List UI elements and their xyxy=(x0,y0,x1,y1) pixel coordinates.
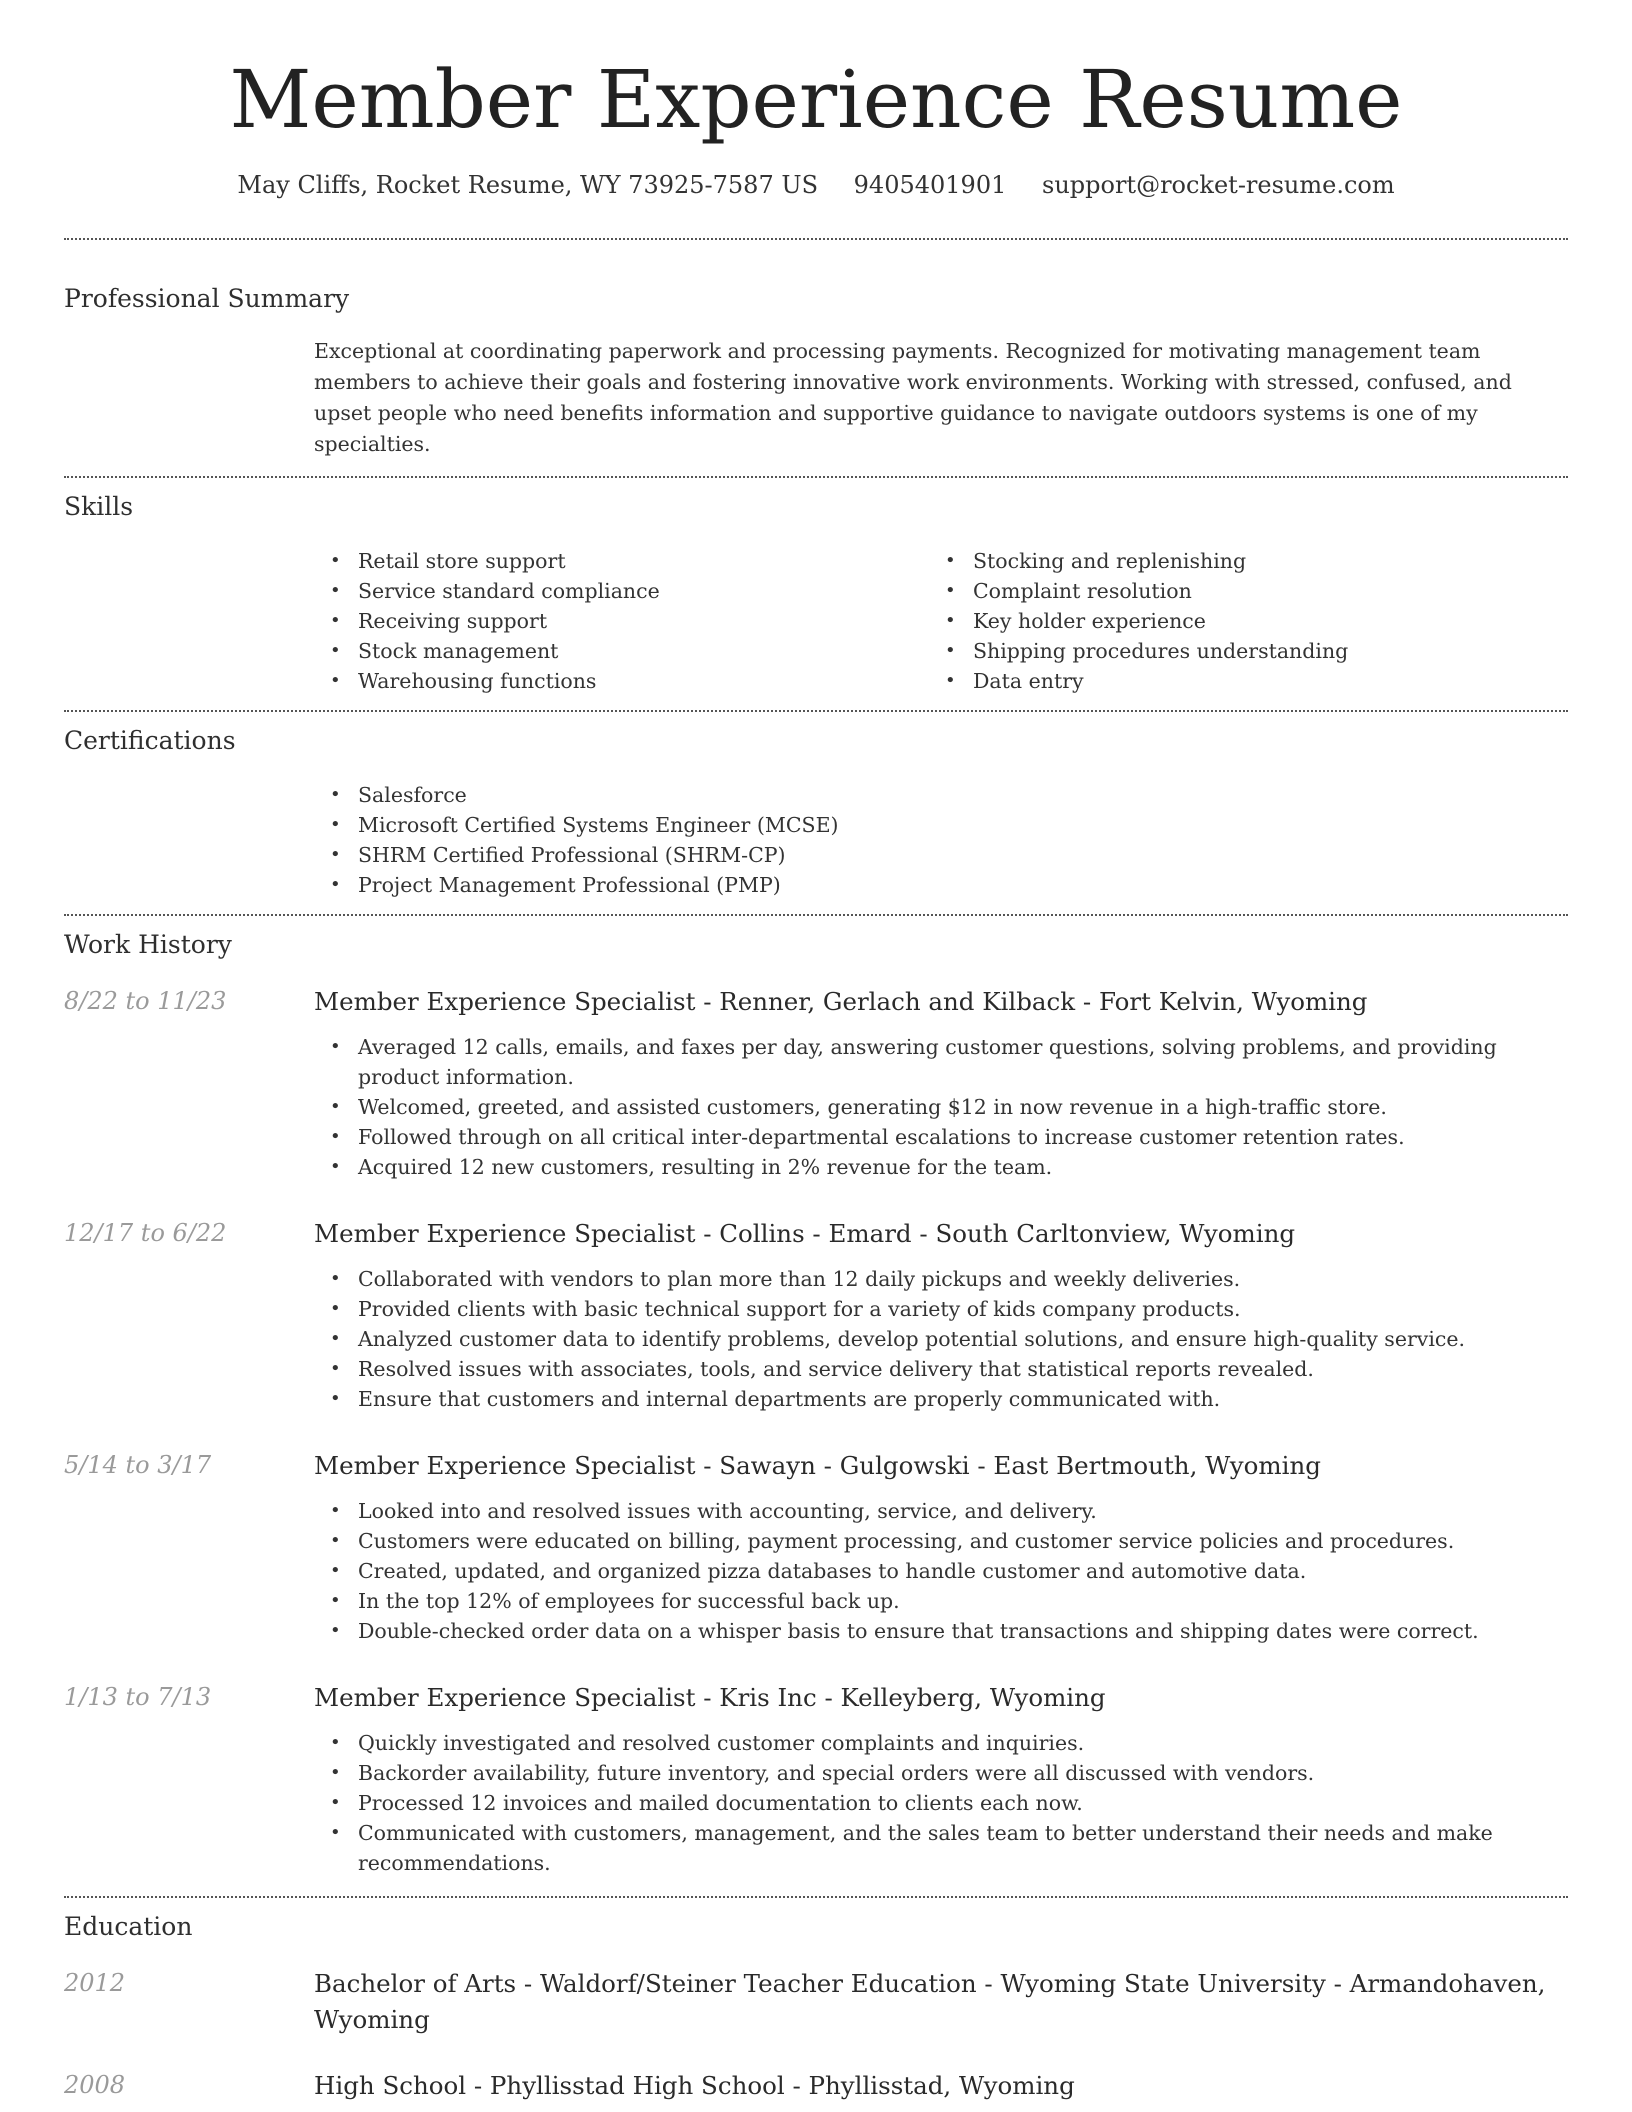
job-bullet: • Collaborated with vendors to plan more than 12 daily pickups and weekly deliveries. xyxy=(314,1264,1568,1294)
contact-line xyxy=(64,168,1568,202)
skill-item: • Shipping procedures understanding xyxy=(929,636,1568,666)
section-title-skills: Skills xyxy=(64,492,134,521)
job-date: 12/17 to 6/22 xyxy=(64,1219,227,1247)
resume-title: Member Experience Resume xyxy=(229,53,1403,146)
job-body xyxy=(314,1216,1568,1414)
job-entry xyxy=(64,1216,1568,1414)
resume-header xyxy=(64,0,1568,202)
education-heading: Bachelor of Arts - Waldorf/Steiner Teacher Education - Wyoming State University - Armandohaven, Wyoming xyxy=(314,1969,1546,2034)
skills-list-right xyxy=(929,546,1568,696)
job-body xyxy=(314,1448,1568,1646)
job-bullet: • Provided clients with basic technical support for a variety of kids company products. xyxy=(314,1294,1568,1324)
job-bullet: • Customers were educated on billing, payment processing, and customer service policies and procedures. xyxy=(314,1526,1568,1556)
contact-email: support@rocket-resume.com xyxy=(1042,171,1395,199)
job-bullet: • Processed 12 invoices and mailed documentation to clients each now. xyxy=(314,1788,1568,1818)
job-bullet: • Resolved issues with associates, tools, and service delivery that statistical reports revealed. xyxy=(314,1354,1568,1384)
job-bullet: • Communicated with customers, management, and the sales team to better understand their needs and make recommendations. xyxy=(314,1818,1568,1878)
job-bullet: • Welcomed, greeted, and assisted customers, generating $12 in now revenue in a high-traffic store. xyxy=(314,1092,1568,1122)
job-bullet: • Double-checked order data on a whisper basis to ensure that transactions and shipping dates were correct. xyxy=(314,1616,1568,1646)
job-date: 1/13 to 7/13 xyxy=(64,1683,212,1711)
job-bullet: • Acquired 12 new customers, resulting in 2% revenue for the team. xyxy=(314,1152,1568,1182)
job-bullets xyxy=(314,1496,1568,1646)
section-title-summary: Professional Summary xyxy=(64,284,350,313)
skill-item: • Data entry xyxy=(929,666,1568,696)
job-bullet: • Analyzed customer data to identify problems, develop potential solutions, and ensure high-quality service. xyxy=(314,1324,1568,1354)
job-date: 5/14 to 3/17 xyxy=(64,1451,212,1479)
skills-grid xyxy=(314,546,1568,696)
job-bullet: • Looked into and resolved issues with accounting, service, and delivery. xyxy=(314,1496,1568,1526)
job-bullets xyxy=(314,1032,1568,1182)
certification-item: • SHRM Certified Professional (SHRM-CP) xyxy=(314,840,1568,870)
certifications-content xyxy=(314,780,1568,900)
certification-item: • Salesforce xyxy=(314,780,1568,810)
skill-item: • Stocking and replenishing xyxy=(929,546,1568,576)
job-heading: Member Experience Specialist - Collins - Emard - South Carltonview, Wyoming xyxy=(314,1219,1296,1248)
summary-text: Exceptional at coordinating paperwork and processing payments. Recognized for motivating management team members to achieve their goals and fostering innovative work environments. Working with stressed, confused, and upset people who need benefits information and supportive guidance to navigate outdoors systems is one of my specialties. xyxy=(314,339,1512,456)
job-bullet: • Ensure that customers and internal departments are properly communicated with. xyxy=(314,1384,1568,1414)
contact-phone: 9405401901 xyxy=(853,171,1007,199)
job-body xyxy=(314,984,1568,1182)
skills-list-left xyxy=(314,546,929,696)
skill-item: • Complaint resolution xyxy=(929,576,1568,606)
education-section xyxy=(64,1898,1568,2104)
job-bullet: • In the top 12% of employees for successful back up. xyxy=(314,1586,1568,1616)
certification-item: • Project Management Professional (PMP) xyxy=(314,870,1568,900)
education-heading: High School - Phyllisstad High School - Phyllisstad, Wyoming xyxy=(314,2071,1075,2100)
job-bullet: • Backorder availability, future inventory, and special orders were all discussed with vendors. xyxy=(314,1758,1568,1788)
job-bullet: • Created, updated, and organized pizza databases to handle customer and automotive data. xyxy=(314,1556,1568,1586)
education-body xyxy=(314,1966,1568,2038)
job-date: 8/22 to 11/23 xyxy=(64,987,227,1015)
skill-item: • Key holder experience xyxy=(929,606,1568,636)
skill-item: • Warehousing functions xyxy=(314,666,929,696)
education-date: 2012 xyxy=(64,1969,126,1997)
job-bullet: • Quickly investigated and resolved customer complaints and inquiries. xyxy=(314,1728,1568,1758)
job-heading: Member Experience Specialist - Kris Inc - Kelleyberg, Wyoming xyxy=(314,1683,1106,1712)
certifications-section xyxy=(64,712,1568,914)
education-body xyxy=(314,2068,1568,2104)
section-title-education: Education xyxy=(64,1912,193,1941)
job-body xyxy=(314,1680,1568,1878)
education-entry xyxy=(64,2068,1568,2104)
job-heading: Member Experience Specialist - Renner, Gerlach and Kilback - Fort Kelvin, Wyoming xyxy=(314,987,1368,1016)
job-heading: Member Experience Specialist - Sawayn - Gulgowski - East Bertmouth, Wyoming xyxy=(314,1451,1321,1480)
job-entry xyxy=(64,1448,1568,1646)
certification-item: • Microsoft Certified Systems Engineer (MCSE) xyxy=(314,810,1568,840)
skill-item: • Retail store support xyxy=(314,546,929,576)
job-bullets xyxy=(314,1264,1568,1414)
job-entry xyxy=(64,1680,1568,1878)
education-entry xyxy=(64,1966,1568,2038)
job-bullets xyxy=(314,1728,1568,1878)
skill-item: • Receiving support xyxy=(314,606,929,636)
summary-section xyxy=(64,240,1568,476)
skill-item: • Service standard compliance xyxy=(314,576,929,606)
summary-content xyxy=(314,336,1568,460)
work-history-section xyxy=(64,916,1568,1896)
section-title-certifications: Certifications xyxy=(64,726,236,755)
skills-section xyxy=(64,478,1568,710)
job-bullet: • Followed through on all critical inter-departmental escalations to increase customer retention rates. xyxy=(314,1122,1568,1152)
job-bullet: • Averaged 12 calls, emails, and faxes per day, answering customer questions, solving problems, and providing product information. xyxy=(314,1032,1568,1092)
contact-address: May Cliffs, Rocket Resume, WY 73925-7587 US xyxy=(237,171,819,199)
skill-item: • Stock management xyxy=(314,636,929,666)
job-entry xyxy=(64,984,1568,1182)
education-date: 2008 xyxy=(64,2071,126,2099)
section-title-work-history: Work History xyxy=(64,930,232,959)
certifications-list xyxy=(314,780,1568,900)
